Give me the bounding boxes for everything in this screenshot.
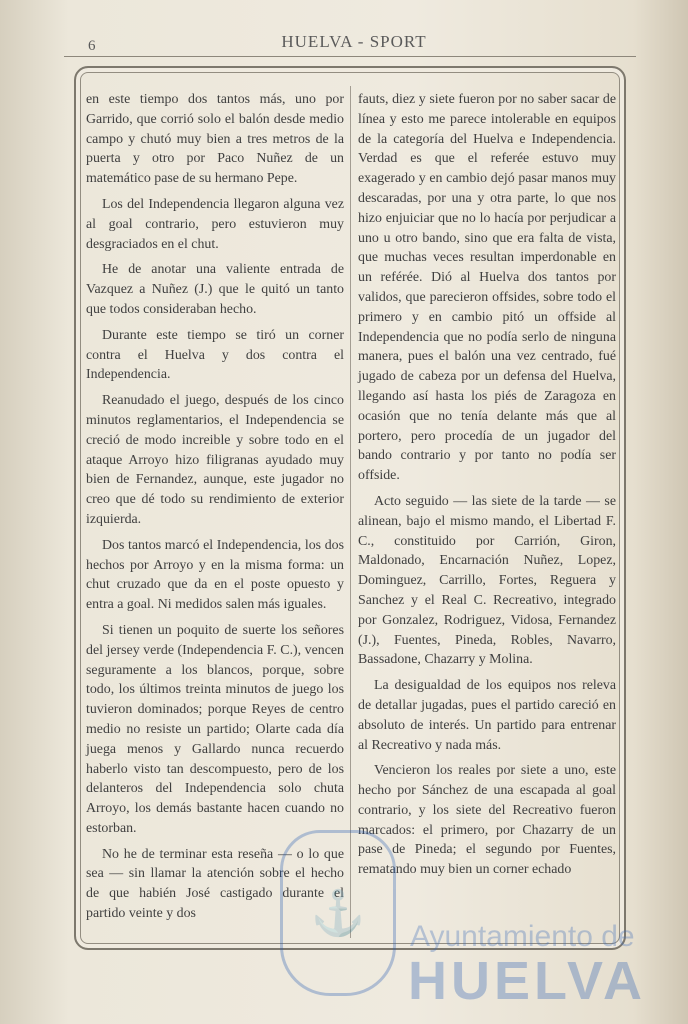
right-paragraph: Acto seguido — las siete de la tarde — se alinean, bajo el mismo mando, el Libertad F. C., constituido por Carrión, Giron, Maldonado, Encarnación Nuñez, Lopez, Dominguez, Carrillo, Fortes, Reguera y Sanchez y el Real C. Recreativo, integrado por Gonzalez, Rodriguez, Vidosa, Fernandez (J.), Fuentes, Pineda, Robles, Navarro, Bassadone, Chazarry y Molina. (358, 493, 616, 668)
right-paragraph: La desigualdad de los equipos nos releva de detallar jugadas, pues el partido careció en absoluto de interés. Un partido para entrenar al Recreativo y nada más. (358, 678, 616, 753)
city-seal-icon: ⚓ (280, 830, 396, 996)
left-paragraph: Durante este tiempo se tiró un corner contra el Huelva y dos contra el Independencia. (86, 327, 344, 383)
right-paragraph: Vencieron los reales por siete a uno, este hecho por Sánchez de una escapada al goal contrario, y los siete del Recreativo fueron marcados: el primero, por Chazarry de un pase de Pineda; el segundo por Fuentes, rematando muy bien un corner echado (358, 763, 616, 878)
watermark-line1: Ayuntamiento de (410, 920, 635, 953)
page-header (60, 32, 648, 56)
left-paragraph: No he de terminar esta reseña — o lo que sea — sin llamar la atención sobre el hecho de que habién José castigado durante el partido veinte y dos (86, 846, 344, 922)
column-divider (350, 86, 351, 938)
archive-watermark (280, 820, 680, 1020)
magazine-title: HUELVA - SPORT (281, 32, 427, 51)
left-column (86, 90, 344, 930)
left-paragraph: He de anotar una valiente entrada de Vazquez a Nuñez (J.) que le quitó un tanto que todos consideraban hecho. (86, 262, 344, 317)
right-paragraph: fauts, diez y siete fueron por no saber sacar de línea y esto me parece intolerable en equipos de la categoría del Huelva e Independencia. Verdad es que el referée estuvo muy exagerado y en cambio dejó pasar manos muy descaradas, por una y otra parte, lo que nos hizo enjuiciar que no lo hacía por perjudicar a uno u otro bando, sino que era falta de vista, que muchas veces resultan imperdonable en un reférée. Dió al Huelva dos tantos por validos, que parecieron offsides, sobre todo el primero y en cambio pitó un offside al Independencia que no podía serlo de ninguna manera, pues el balón una vez centrado, fué jugado de cabeza por un defensa del Huelva, llegando así hasta los piés de Zaragoza en ocasión que no tenía delante más que al portero, pero procedía de un jugador del bando contrario y por tanto no podía ser offside. (358, 92, 616, 484)
left-paragraph: Reanudado el juego, después de los cinco minutos reglamentarios, el Independencia se creció de modo increible y sobre todo en el ataque Arroyo hizo filigranas ayudado muy bien de Fernandez, aunque, este jugador no creo que dé todo su rendimiento de exterior izquierda. (86, 393, 344, 527)
page-number: 6 (88, 38, 96, 54)
left-paragraph: Dos tantos marcó el Independencia, los dos hechos por Arroyo y en la misma forma: un chut cruzado que da en el poste opuesto y entra a goal. Ni medidos salen más iguales. (86, 537, 344, 613)
left-paragraph: Si tienen un poquito de suerte los señores del jersey verde (Independencia F. C.), vencen seguramente a los blancos, porque, sobre todo, los últimos treinta minutos de juego los tuvieron dominados; porque Reyes de centro medio no resiste un partido; Olarte cada día juega menos y Gallardo nunca recuerdo haberlo visto tan descompuesto, pero de los delanteros del Independencia solo chuta Arroyo, los demás bastante hacen cuando no estorban. (86, 622, 344, 836)
header-rule (64, 56, 636, 57)
left-paragraph: Los del Independencia llegaron alguna vez al goal contrario, pero estuvieron muy desgraciados en el chut. (86, 196, 344, 252)
right-column (358, 90, 616, 886)
watermark-line2: HUELVA (408, 951, 646, 1011)
left-paragraph: en este tiempo dos tantos más, uno por Garrido, que corrió solo el balón desde medio campo y chutó muy bien a tres metros de la puerta y otro por Paco Nuñez de un matemático pase de su hermano Pepe. (86, 92, 344, 187)
